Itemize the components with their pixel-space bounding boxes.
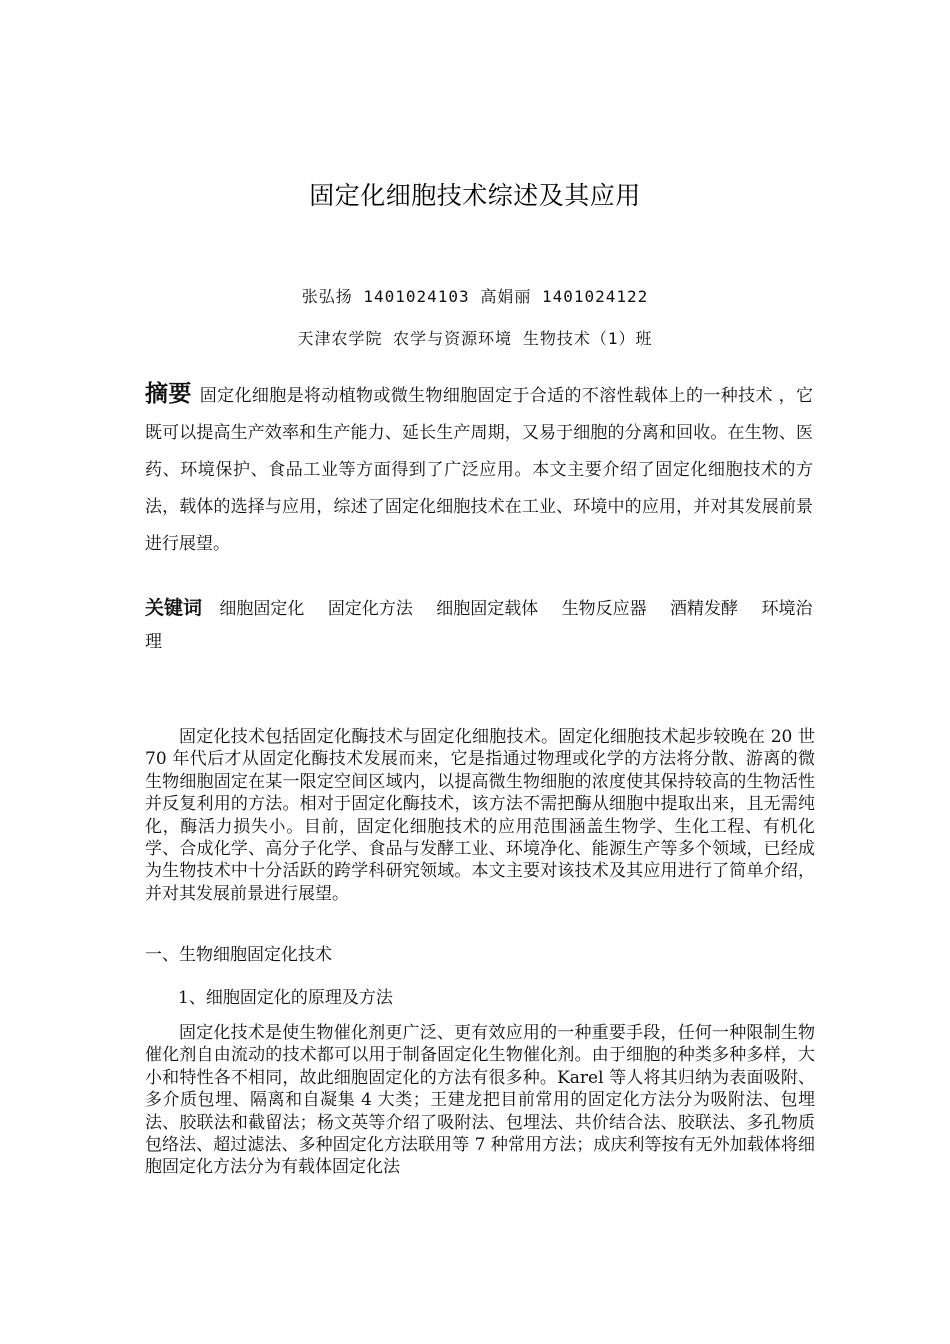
keyword: 细胞固定化 <box>219 599 305 619</box>
abstract-label: 摘要 <box>145 381 192 407</box>
affiliation-line: 天津农学院 农学与资源环境 生物技术（1）班 <box>297 329 653 348</box>
body-paragraph: 固定化技术是使生物催化剂更广泛、更有效应用的一种重要手段，任何一种限制生物催化剂自由流动的技术都可以用于制备固定化生物催化剂。由于细胞的种类多种多样，大小和特性各不相同，故此细胞固定化的方法有很多种。Karel 等人将其归纳为表面吸附、多介质包埋、隔离和自凝集 4 大类；王建龙把目前常用的固定化方法分为吸附法、包埋法、胶联法和截留法；杨文英等介绍了吸附法、包埋法、共价结合法、胶联法、多孔物质包络法、超过滤法、多种固定化方法联用等 7 种常用方法；成庆利等按有无外加载体将细胞固定化方法分为有载体固定化法 <box>145 1023 815 1178</box>
abstract-text: 固定化细胞是将动植物或微生物细胞固定于合适的不溶性载体上的一种技术 ，它既可以提高生产效率和生产能力、延长生产周期，又易于细胞的分离和回收。在生物、医药、环境保护、食品工业等方面得到了广泛应用。本文主要介绍了固定化细胞技术的方法，载体的选择与应用，综述了固定化细胞技术在工业、环境中的应用，并对其发展前景进行展望。 <box>145 386 814 554</box>
paper-title: 固定化细胞技术综述及其应用 <box>309 181 641 210</box>
keyword: 固定化方法 <box>327 599 413 619</box>
section-heading: 一、生物细胞固定化技术 <box>145 945 332 965</box>
keyword: 环境治理 <box>145 599 813 652</box>
keyword: 生物反应器 <box>561 599 647 619</box>
author-line: 张弘扬 1401024103 高娟丽 1401024122 <box>301 287 649 306</box>
intro-paragraph: 固定化技术包括固定化酶技术与固定化细胞技术。固定化细胞技术起步较晚在 20 世 70 年代后才从固定化酶技术发展而来，它是指通过物理或化学的方法将分散、游离的微生物细胞固定在某一限定空间区域内，以提高微生物细胞的浓度使其保持较高的生物活性并反复利用的方法。相对于固定化酶技术，该方法不需把酶从细胞中提取出来，且无需纯化，酶活力损失小。目前，固定化细胞技术的应用范围涵盖生物学、生化工程、有机化学、合成化学、高分子化学、食品与发酵工业、环境净化、能源生产等多个领域，已经成为生物技术中十分活跃的跨学科研究领域。本文主要对该技术及其应用进行了简单介绍，并对其发展前景进行展望。 <box>145 727 815 904</box>
keyword: 酒精发酵 <box>670 599 739 619</box>
subsection-heading: 1、细胞固定化的原理及方法 <box>178 988 393 1008</box>
keywords-label: 关键词 <box>145 597 203 619</box>
keywords-block <box>145 592 813 659</box>
abstract-block <box>145 376 813 563</box>
keyword: 细胞固定载体 <box>436 599 539 619</box>
